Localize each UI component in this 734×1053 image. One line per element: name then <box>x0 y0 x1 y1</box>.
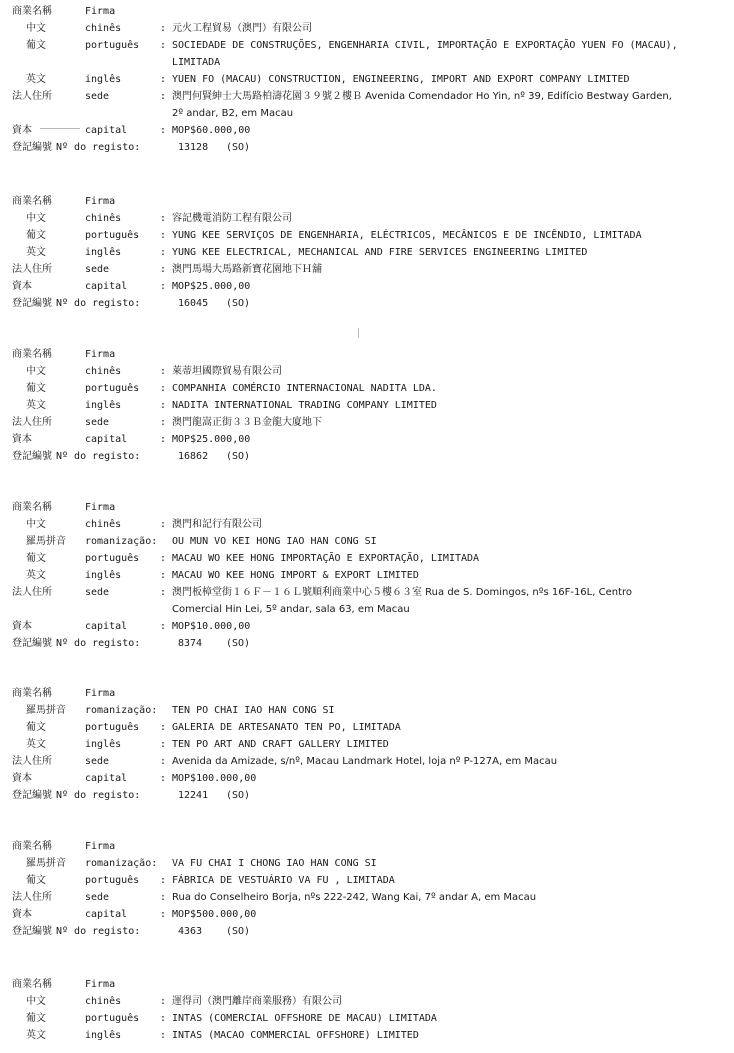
separator: : <box>160 996 167 1007</box>
registration-label-zh: 登記編號 <box>12 926 52 937</box>
sede-label-zh: 法人住所 <box>12 264 52 275</box>
registration-label-pt: Nº do registo: <box>56 142 141 153</box>
capital-label-zh: 資本 <box>12 281 32 292</box>
company-name: 容記機電消防工程有限公司 <box>172 213 292 224</box>
registry-entry <box>0 499 734 652</box>
language-label-pt: português <box>85 383 140 394</box>
firma-header <box>0 346 734 363</box>
sede-label-zh: 法人住所 <box>12 91 52 102</box>
language-label-zh: 英文 <box>26 1030 46 1041</box>
capital-label-zh: 資本 <box>12 434 32 445</box>
registry-entry <box>0 346 734 465</box>
separator: : <box>160 40 167 51</box>
registry-entry <box>0 976 734 1044</box>
capital-label-zh: 資本 <box>12 909 32 920</box>
company-name: 澳門和記行有限公司 <box>172 519 262 530</box>
company-name: TEN PO ART AND CRAFT GALLERY LIMITED <box>172 739 389 750</box>
capital-row <box>0 618 734 635</box>
company-name: 萊蒂坦國際貿易有限公司 <box>172 366 282 377</box>
company-name: MACAU WO KEE HONG IMPORT & EXPORT LIMITED <box>172 570 419 581</box>
registration-label-zh: 登記編號 <box>12 638 52 649</box>
registration-number: 13128 <box>178 142 209 153</box>
separator: : <box>160 773 167 784</box>
separator: : <box>160 230 167 241</box>
name-row <box>0 516 734 533</box>
sede-label-zh: 法人住所 <box>12 756 52 767</box>
language-label-zh: 中文 <box>26 23 46 34</box>
company-name: GALERIA DE ARTESANATO TEN PO, LIMITADA <box>172 722 401 733</box>
registration-type: (SO) <box>226 926 251 937</box>
capital-amount: MOP$60.000,00 <box>172 125 251 136</box>
registration-label-pt: Nº do registo: <box>56 638 141 649</box>
capital-amount: MOP$100.000,00 <box>172 773 257 784</box>
language-label-zh: 中文 <box>26 213 46 224</box>
language-label-zh: 葡文 <box>26 40 46 51</box>
name-row <box>0 363 734 380</box>
firma-label-zh: 商業名稱 <box>12 6 52 17</box>
name-row <box>0 550 734 567</box>
separator: : <box>160 23 167 34</box>
firma-label-pt: Firma <box>85 6 116 17</box>
capital-amount: MOP$25.000,00 <box>172 434 251 445</box>
firma-label-pt: Firma <box>85 979 116 990</box>
firma-label-zh: 商業名稱 <box>12 196 52 207</box>
separator: : <box>160 1013 167 1024</box>
sede-label-zh: 法人住所 <box>12 417 52 428</box>
registry-entry <box>0 838 734 940</box>
registration-label-pt: Nº do registo: <box>56 298 141 309</box>
name-row <box>0 736 734 753</box>
language-label-pt: português <box>85 230 140 241</box>
language-label-pt: português <box>85 875 140 886</box>
separator: : <box>160 553 167 564</box>
language-label-zh: 中文 <box>26 366 46 377</box>
separator: : <box>160 400 167 411</box>
registration-label-pt: Nº do registo: <box>56 451 141 462</box>
language-label-pt: romanização: <box>85 536 158 547</box>
separator: : <box>160 281 167 292</box>
name-row <box>0 210 734 227</box>
separator: : <box>160 875 167 886</box>
name-row <box>0 244 734 261</box>
sede-label-pt: sede <box>85 264 110 275</box>
name-row <box>0 20 734 37</box>
language-label-pt: inglês <box>85 400 122 411</box>
sede-address: Rua do Conselheiro Borja, nºs 222-242, Wang Kai, 7º andar A, em Macau <box>172 892 537 903</box>
company-name: MACAU WO KEE HONG IMPORTAÇÃO E EXPORTAÇÃO, LIMITADA <box>172 553 480 564</box>
registration-label <box>12 139 140 156</box>
language-label-pt: português <box>85 553 140 564</box>
registration-type: (SO) <box>226 142 251 153</box>
scan-artifact <box>358 328 359 338</box>
language-label-zh: 葡文 <box>26 383 46 394</box>
sede-row <box>0 88 734 122</box>
sede-row <box>0 889 734 906</box>
sede-address: 澳門龍嵩正街３３Ｂ金龍大廈地下 <box>172 417 322 428</box>
registration-type: (SO) <box>226 790 251 801</box>
name-row <box>0 71 734 88</box>
name-row <box>0 1027 734 1044</box>
name-row <box>0 855 734 872</box>
language-label-zh: 羅馬拼音 <box>26 858 66 869</box>
language-label-zh: 葡文 <box>26 1013 46 1024</box>
company-name: 運得司（澳門離岸商業服務）有限公司 <box>172 996 342 1007</box>
language-label-zh: 英文 <box>26 74 46 85</box>
capital-amount: MOP$500.000,00 <box>172 909 257 920</box>
separator: : <box>160 739 167 750</box>
registration-number: 4363 <box>178 926 203 937</box>
firma-label-zh: 商業名稱 <box>12 349 52 360</box>
firma-header <box>0 499 734 516</box>
capital-row <box>0 906 734 923</box>
language-label-pt: português <box>85 40 140 51</box>
company-name: YUEN FO (MACAU) CONSTRUCTION, ENGINEERING, IMPORT AND EXPORT COMPANY LIMITED <box>172 74 630 85</box>
sede-label-pt: sede <box>85 587 110 598</box>
separator: : <box>160 892 167 903</box>
name-row <box>0 702 734 719</box>
separator: : <box>160 91 167 102</box>
language-label-zh: 羅馬拼音 <box>26 536 66 547</box>
registration-row <box>0 635 734 652</box>
registration-label-zh: 登記編號 <box>12 451 52 462</box>
registration-label-zh: 登記編號 <box>12 142 52 153</box>
company-name: INTAS (COMERCIAL OFFSHORE DE MACAU) LIMITADA <box>172 1013 437 1024</box>
separator: : <box>160 366 167 377</box>
sede-label-zh: 法人住所 <box>12 587 52 598</box>
separator: : <box>160 756 167 767</box>
separator: : <box>160 621 167 632</box>
company-name: SOCIEDADE DE CONSTRUÇÕES, ENGENHARIA CIVIL, IMPORTAÇÃO E EXPORTAÇÃO YUEN FO (MACAU), LIMITADA <box>172 40 678 68</box>
registration-type: (SO) <box>226 451 251 462</box>
capital-row <box>0 278 734 295</box>
capital-label-pt: capital <box>85 434 128 445</box>
language-label-zh: 葡文 <box>26 553 46 564</box>
firma-header <box>0 838 734 855</box>
registration-label <box>12 448 140 465</box>
company-name: YUNG KEE ELECTRICAL, MECHANICAL AND FIRE SERVICES ENGINEERING LIMITED <box>172 247 588 258</box>
firma-header <box>0 3 734 20</box>
registration-row <box>0 295 734 312</box>
language-label-pt: português <box>85 722 140 733</box>
separator: : <box>160 909 167 920</box>
separator: : <box>160 570 167 581</box>
sede-address: 澳門板樟堂街１６Ｆ－１６Ｌ號順利商業中心５樓６３室 Rua de S. Domingos, nºs 16F-16L, Centro Comercial Hin Lei, 5º andar, sala 63, em Macau <box>172 587 632 615</box>
sede-row <box>0 753 734 770</box>
separator: : <box>160 383 167 394</box>
company-name: OU MUN VO KEI HONG IAO HAN CONG SI <box>172 536 377 547</box>
registration-type: (SO) <box>226 638 251 649</box>
language-label-pt: chinês <box>85 996 122 1007</box>
language-label-pt: inglês <box>85 74 122 85</box>
capital-label-zh: 資本 <box>12 621 32 632</box>
capital-label-pt: capital <box>85 281 128 292</box>
capital-row <box>0 122 734 139</box>
name-row <box>0 397 734 414</box>
registration-label <box>12 923 140 940</box>
capital-label-pt: capital <box>85 909 128 920</box>
name-row <box>0 993 734 1010</box>
registration-label <box>12 787 140 804</box>
language-label-pt: romanização: <box>85 858 158 869</box>
sede-row <box>0 584 734 618</box>
company-name: YUNG KEE SERVIÇOS DE ENGENHARIA, ELÉCTRICOS, MECÂNICOS E DE INCÊNDIO, LIMITADA <box>172 230 642 241</box>
language-label-zh: 葡文 <box>26 230 46 241</box>
capital-amount: MOP$25.000,00 <box>172 281 251 292</box>
scan-artifact <box>40 128 80 129</box>
separator: : <box>160 1030 167 1041</box>
sede-label-pt: sede <box>85 892 110 903</box>
sede-row <box>0 414 734 431</box>
capital-row <box>0 770 734 787</box>
registration-label-pt: Nº do registo: <box>56 790 141 801</box>
company-name: COMPANHIA COMÉRCIO INTERNACIONAL NADITA LDA. <box>172 383 437 394</box>
sede-label-zh: 法人住所 <box>12 892 52 903</box>
sede-row <box>0 261 734 278</box>
language-label-pt: inglês <box>85 1030 122 1041</box>
language-label-pt: chinês <box>85 23 122 34</box>
separator: : <box>160 125 167 136</box>
sede-address: Avenida da Amizade, s/nº, Macau Landmark Hotel, loja nº P-127A, em Macau <box>172 756 558 767</box>
name-row <box>0 37 734 71</box>
language-label-zh: 英文 <box>26 739 46 750</box>
language-label-pt: chinês <box>85 519 122 530</box>
separator: : <box>160 519 167 530</box>
registry-entry <box>0 193 734 312</box>
language-label-zh: 中文 <box>26 519 46 530</box>
registration-label <box>12 295 140 312</box>
registration-row <box>0 448 734 465</box>
name-row <box>0 380 734 397</box>
sede-address: 澳門何賢紳士大馬路柏濤花園３９號２樓Ｂ Avenida Comendador Ho Yin, nº 39, Edifício Bestway Garden, 2º andar, B2, em Macau <box>172 91 672 119</box>
language-label-pt: chinês <box>85 366 122 377</box>
name-row <box>0 872 734 889</box>
sede-label-pt: sede <box>85 417 110 428</box>
registration-number: 12241 <box>178 790 209 801</box>
language-label-zh: 中文 <box>26 996 46 1007</box>
language-label-pt: inglês <box>85 570 122 581</box>
language-label-zh: 英文 <box>26 400 46 411</box>
firma-header <box>0 685 734 702</box>
registration-label-zh: 登記編號 <box>12 298 52 309</box>
registration-label-zh: 登記編號 <box>12 790 52 801</box>
registration-label-pt: Nº do registo: <box>56 926 141 937</box>
name-row <box>0 567 734 584</box>
firma-label-pt: Firma <box>85 841 116 852</box>
firma-header <box>0 193 734 210</box>
company-name: INTAS (MACAO COMMERCIAL OFFSHORE) LIMITED <box>172 1030 419 1041</box>
firma-header <box>0 976 734 993</box>
sede-label-pt: sede <box>85 91 110 102</box>
name-row <box>0 227 734 244</box>
registration-row <box>0 787 734 804</box>
company-name: FÁBRICA DE VESTUÁRIO VA FU , LIMITADA <box>172 875 395 886</box>
registration-type: (SO) <box>226 298 251 309</box>
firma-label-pt: Firma <box>85 196 116 207</box>
capital-label-pt: capital <box>85 125 128 136</box>
language-label-pt: português <box>85 1013 140 1024</box>
capital-label-zh: 資本 <box>12 125 32 136</box>
registry-entry <box>0 685 734 804</box>
separator: : <box>160 587 167 598</box>
company-name: 元火工程貿易（澳門）有限公司 <box>172 23 312 34</box>
language-label-pt: chinês <box>85 213 122 224</box>
capital-amount: MOP$10.000,00 <box>172 621 251 632</box>
registration-row <box>0 139 734 156</box>
registration-label <box>12 635 140 652</box>
sede-address: 澳門馬場大馬路新寶花園地下Ｈ舖 <box>172 264 322 275</box>
firma-label-zh: 商業名稱 <box>12 502 52 513</box>
name-row <box>0 719 734 736</box>
registration-number: 16862 <box>178 451 209 462</box>
language-label-zh: 葡文 <box>26 722 46 733</box>
name-row <box>0 1010 734 1027</box>
registry-entry <box>0 3 734 156</box>
separator: : <box>160 74 167 85</box>
registration-number: 8374 <box>178 638 203 649</box>
separator: : <box>160 417 167 428</box>
firma-label-pt: Firma <box>85 688 116 699</box>
capital-row <box>0 431 734 448</box>
separator: : <box>160 434 167 445</box>
company-name: NADITA INTERNATIONAL TRADING COMPANY LIMITED <box>172 400 437 411</box>
registration-row <box>0 923 734 940</box>
separator: : <box>160 722 167 733</box>
company-name: VA FU CHAI I CHONG IAO HAN CONG SI <box>172 858 377 869</box>
capital-label-zh: 資本 <box>12 773 32 784</box>
capital-label-pt: capital <box>85 621 128 632</box>
separator: : <box>160 213 167 224</box>
sede-label-pt: sede <box>85 756 110 767</box>
language-label-pt: inglês <box>85 247 122 258</box>
name-row <box>0 533 734 550</box>
company-name: TEN PO CHAI IAO HAN CONG SI <box>172 705 335 716</box>
registration-number: 16045 <box>178 298 209 309</box>
separator: : <box>160 264 167 275</box>
firma-label-pt: Firma <box>85 349 116 360</box>
language-label-pt: romanização: <box>85 705 158 716</box>
firma-label-zh: 商業名稱 <box>12 688 52 699</box>
language-label-zh: 葡文 <box>26 875 46 886</box>
firma-label-zh: 商業名稱 <box>12 841 52 852</box>
language-label-zh: 英文 <box>26 570 46 581</box>
firma-label-pt: Firma <box>85 502 116 513</box>
language-label-pt: inglês <box>85 739 122 750</box>
firma-label-zh: 商業名稱 <box>12 979 52 990</box>
capital-label-pt: capital <box>85 773 128 784</box>
separator: : <box>160 247 167 258</box>
language-label-zh: 英文 <box>26 247 46 258</box>
language-label-zh: 羅馬拼音 <box>26 705 66 716</box>
